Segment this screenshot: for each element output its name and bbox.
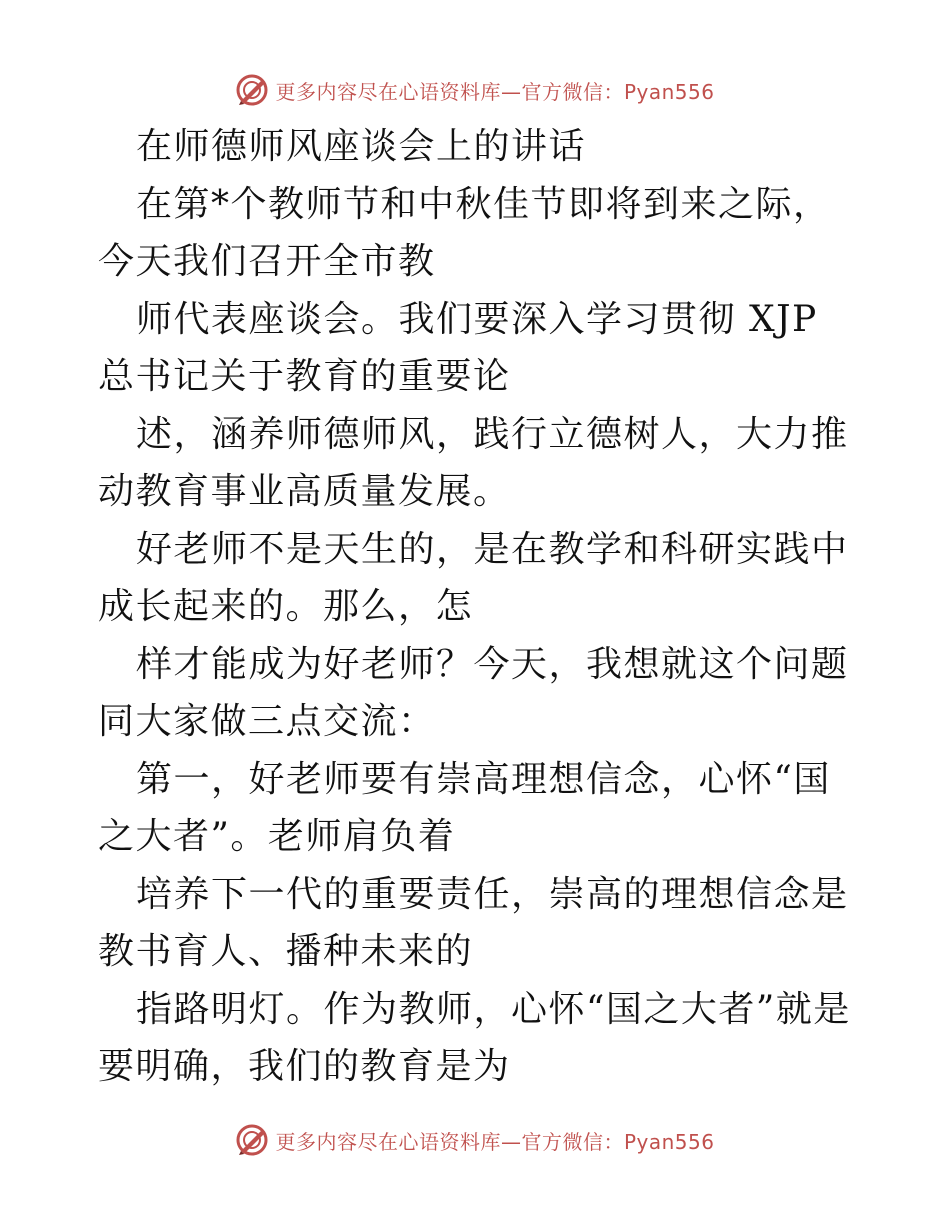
watermark-text: 更多内容尽在心语资料库—官方微信：Pyan556 <box>275 79 715 104</box>
pen-circle-logo-icon <box>235 73 269 107</box>
paragraph: 在第*个教师节和中秋佳节即将到来之际，今天我们召开全市教 <box>98 183 831 282</box>
footer-watermark <box>0 1120 950 1160</box>
paragraph: 培养下一代的重要责任，崇高的理想信念是教书育人、播种未来的 <box>98 873 849 972</box>
document-title: 在师德师风座谈会上的讲话 <box>136 126 587 167</box>
pen-circle-logo-icon <box>235 1123 269 1157</box>
header-watermark <box>0 70 950 110</box>
document-body <box>98 118 858 1096</box>
paragraph: 第一，好老师要有崇高理想信念，心怀“国之大者”。老师肩负着 <box>98 758 831 857</box>
paragraph: 述，涵养师德师风，践行立德树人，大力推动教育事业高质量发展。 <box>98 413 849 512</box>
paragraph: 好老师不是天生的，是在教学和科研实践中成长起来的。那么，怎 <box>98 528 849 627</box>
paragraph: 师代表座谈会。我们要深入学习贯彻 XJP 总书记关于教育的重要论 <box>98 298 831 397</box>
paragraph: 指路明灯。作为教师，心怀“国之大者”就是要明确，我们的教育是为 <box>98 988 851 1087</box>
paragraph: 样才能成为好老师？今天，我想就这个问题同大家做三点交流： <box>98 643 849 742</box>
watermark-text: 更多内容尽在心语资料库—官方微信：Pyan556 <box>275 1129 715 1154</box>
